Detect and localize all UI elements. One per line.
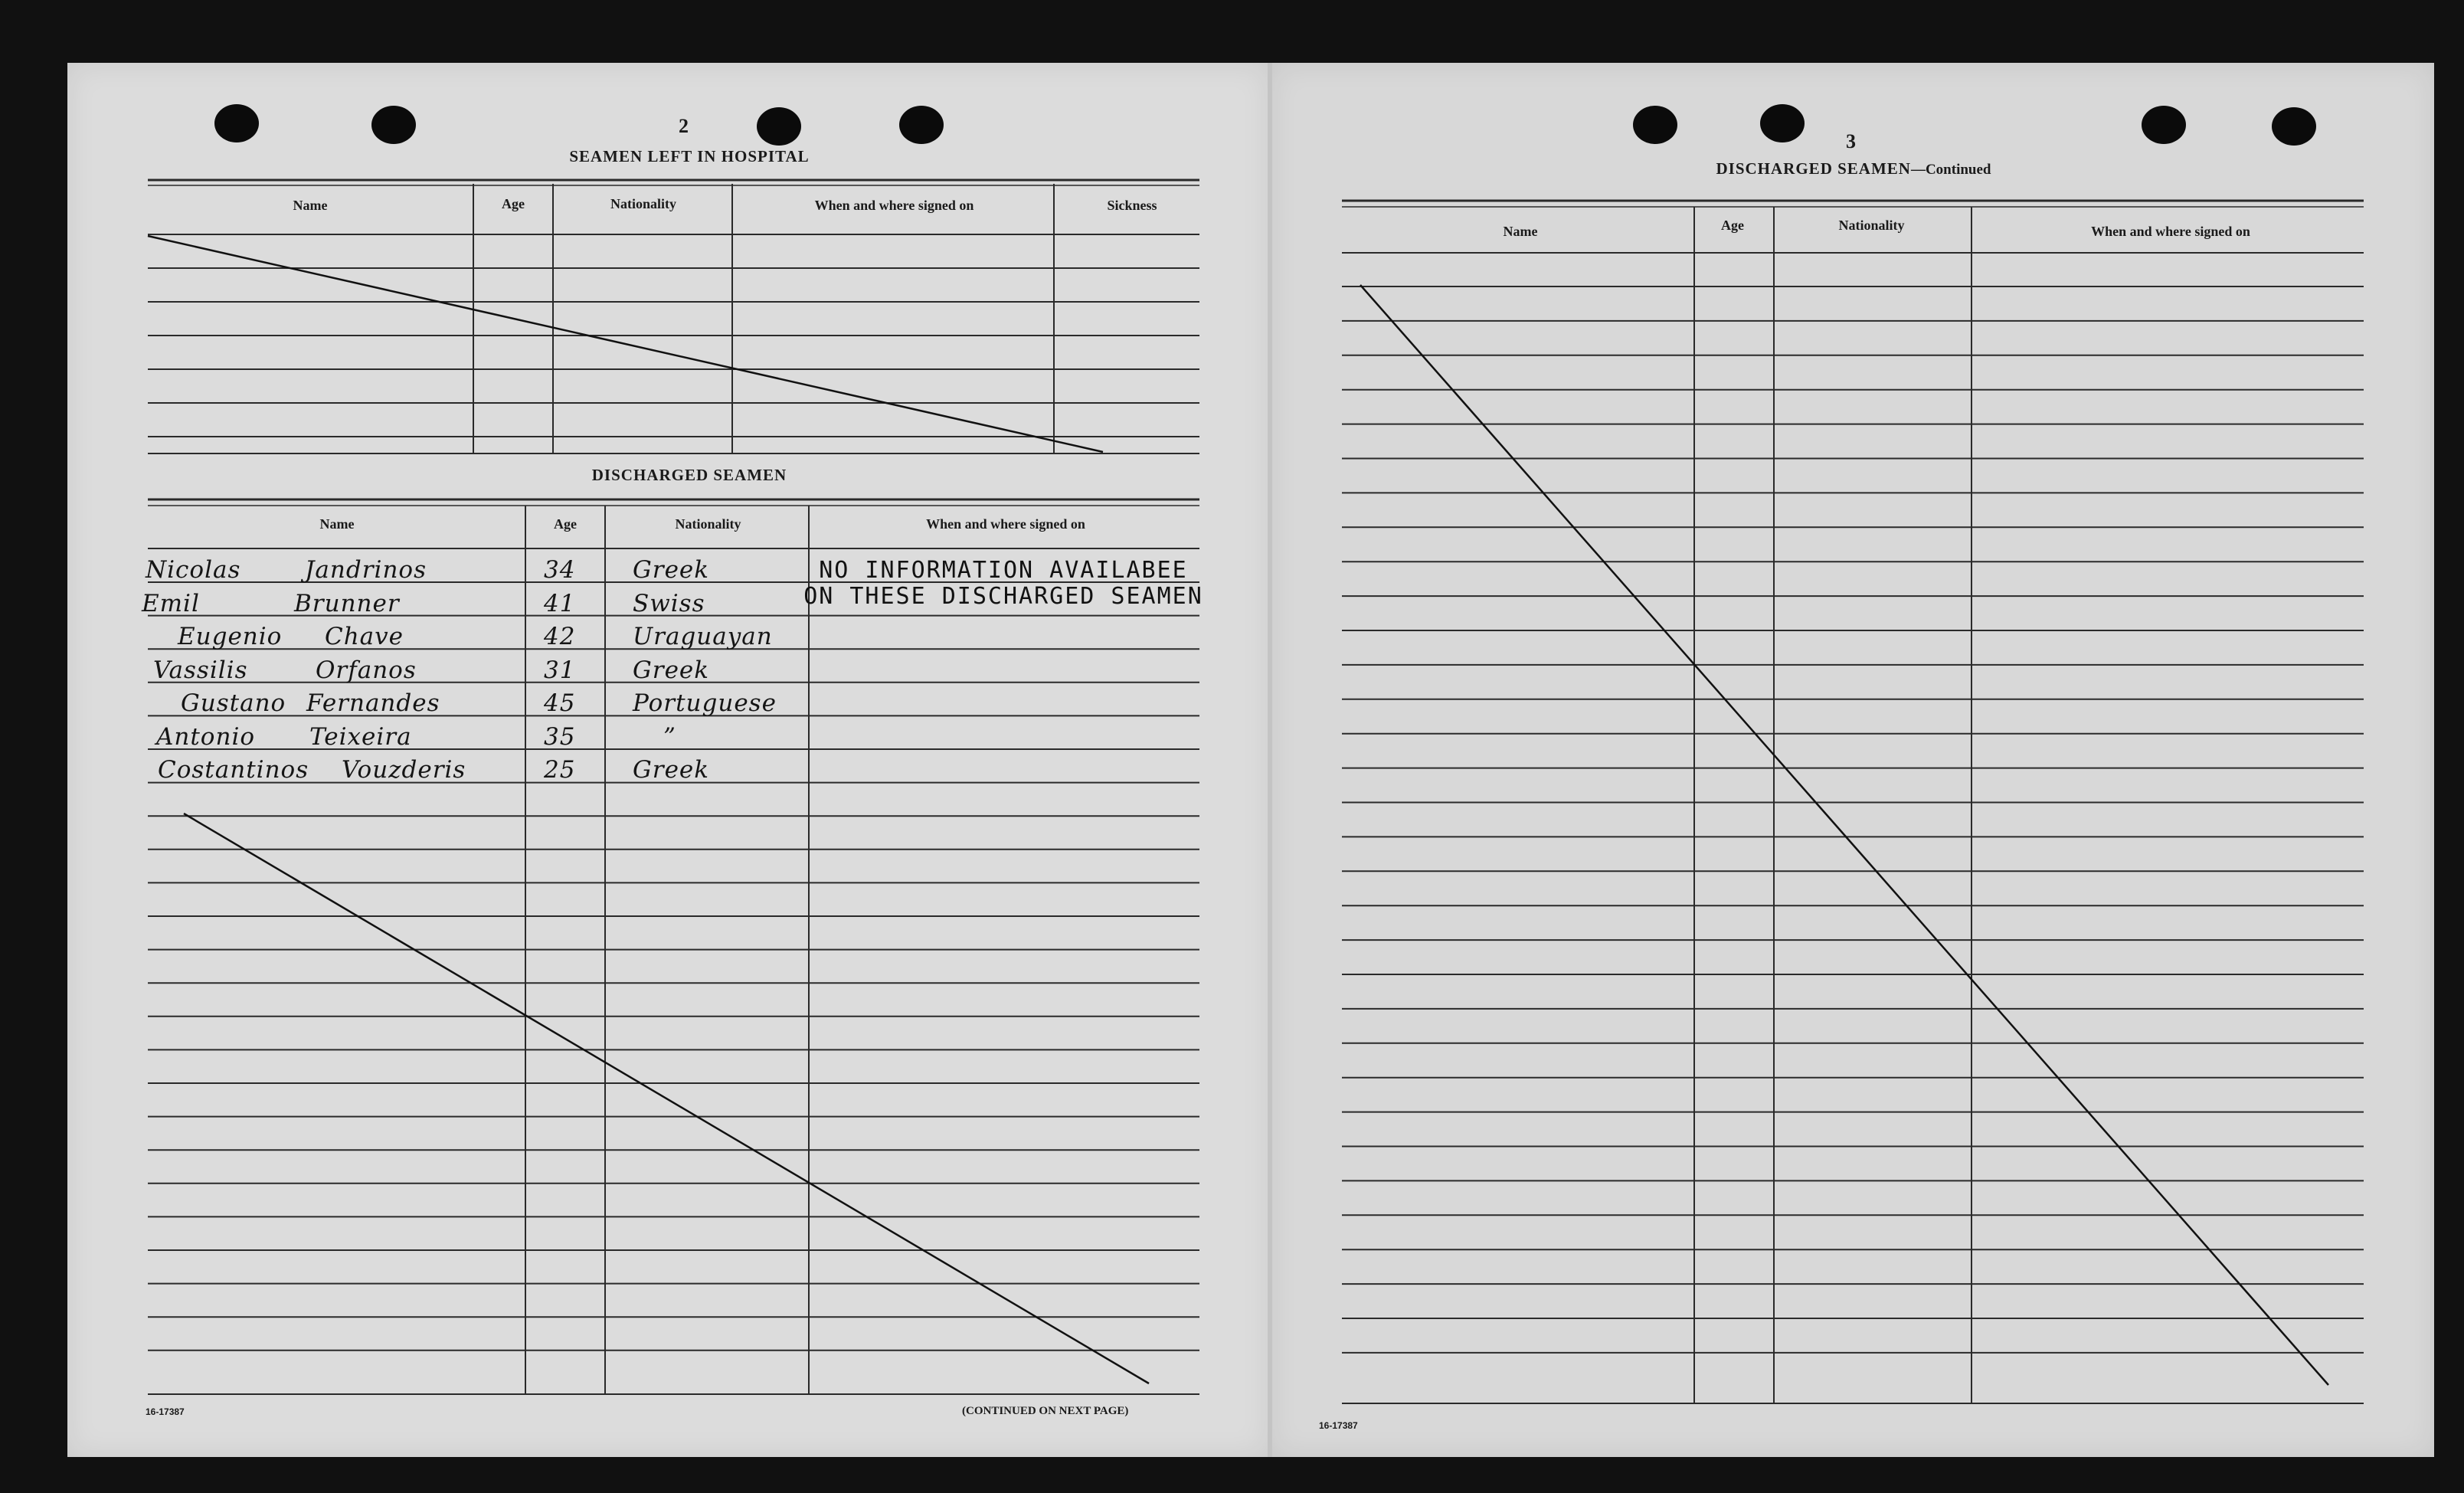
form-code: 16-17387 [146, 1406, 185, 1417]
seaman-last-name: Teixeira [309, 722, 412, 751]
strike-through-line [1360, 285, 2328, 1385]
hospital-col-sickness: Sickness [1107, 198, 1157, 213]
continued-col-signed-on: When and where signed on [2091, 224, 2250, 239]
strike-through-line [184, 814, 1149, 1383]
stamp-line-1: NO INFORMATION AVAILABEE [819, 557, 1188, 584]
page-number: 2 [679, 115, 689, 137]
seaman-nationality: Swiss [633, 589, 705, 617]
seaman-last-name: Orfanos [316, 656, 417, 684]
hospital-section-title: SEAMEN LEFT IN HOSPITAL [569, 147, 810, 165]
stamp-line-2: ON THESE DISCHARGED SEAMEN [803, 583, 1203, 610]
seaman-age: 31 [544, 656, 576, 684]
continued-col-nationality: Nationality [1838, 218, 1905, 233]
seaman-first-name: Gustano [181, 689, 286, 717]
seaman-age: 34 [544, 556, 576, 584]
seaman-nationality: Portuguese [633, 689, 777, 717]
hospital-col-nationality: Nationality [610, 196, 676, 211]
seaman-first-name: Antonio [156, 722, 256, 751]
seaman-first-name: Emil [142, 589, 200, 617]
seaman-age: 45 [544, 689, 576, 717]
seaman-age: 42 [544, 623, 576, 650]
seaman-nationality: Greek [633, 556, 710, 584]
seaman-first-name: Vassilis [153, 656, 248, 684]
form-code: 16-17387 [1319, 1420, 1358, 1431]
continued-col-name: Name [1503, 224, 1538, 239]
seaman-age: 35 [544, 722, 576, 751]
discharged-col-name: Name [319, 516, 355, 532]
seaman-last-name: Chave [325, 623, 404, 650]
seaman-first-name: Nicolas [146, 556, 241, 584]
discharged-section-title: DISCHARGED SEAMEN [591, 466, 787, 484]
seaman-age: 41 [544, 589, 576, 617]
discharged-col-age: Age [554, 516, 577, 532]
seaman-nationality: Uraguayan [633, 623, 773, 650]
continued-title-suffix: —Continued [1910, 162, 1991, 178]
seaman-first-name: Eugenio [178, 623, 283, 650]
seaman-last-name: Brunner [294, 589, 400, 617]
seaman-nationality: ” [663, 722, 676, 751]
seaman-nationality: Greek [633, 656, 710, 684]
seaman-first-name: Costantinos [158, 756, 309, 784]
page-number: 3 [1846, 130, 1856, 152]
seaman-age: 25 [544, 756, 576, 784]
seaman-last-name: Jandrinos [305, 556, 427, 584]
hospital-col-age: Age [502, 196, 525, 211]
continued-note: (CONTINUED ON NEXT PAGE) [962, 1405, 1129, 1417]
continued-section-title [1654, 159, 2053, 178]
seaman-nationality: Greek [633, 756, 710, 784]
discharged-col-nationality: Nationality [675, 516, 741, 532]
continued-title-main: DISCHARGED SEAMEN [1716, 159, 1911, 178]
discharged-col-signed-on: When and where signed on [926, 516, 1085, 532]
seaman-last-name: Fernandes [306, 689, 440, 717]
continued-col-age: Age [1721, 218, 1744, 233]
no-info-stamp [789, 558, 1218, 610]
hospital-col-name: Name [293, 198, 328, 213]
seaman-last-name: Vouzderis [342, 756, 466, 784]
hospital-col-signed-on: When and where signed on [814, 198, 974, 213]
